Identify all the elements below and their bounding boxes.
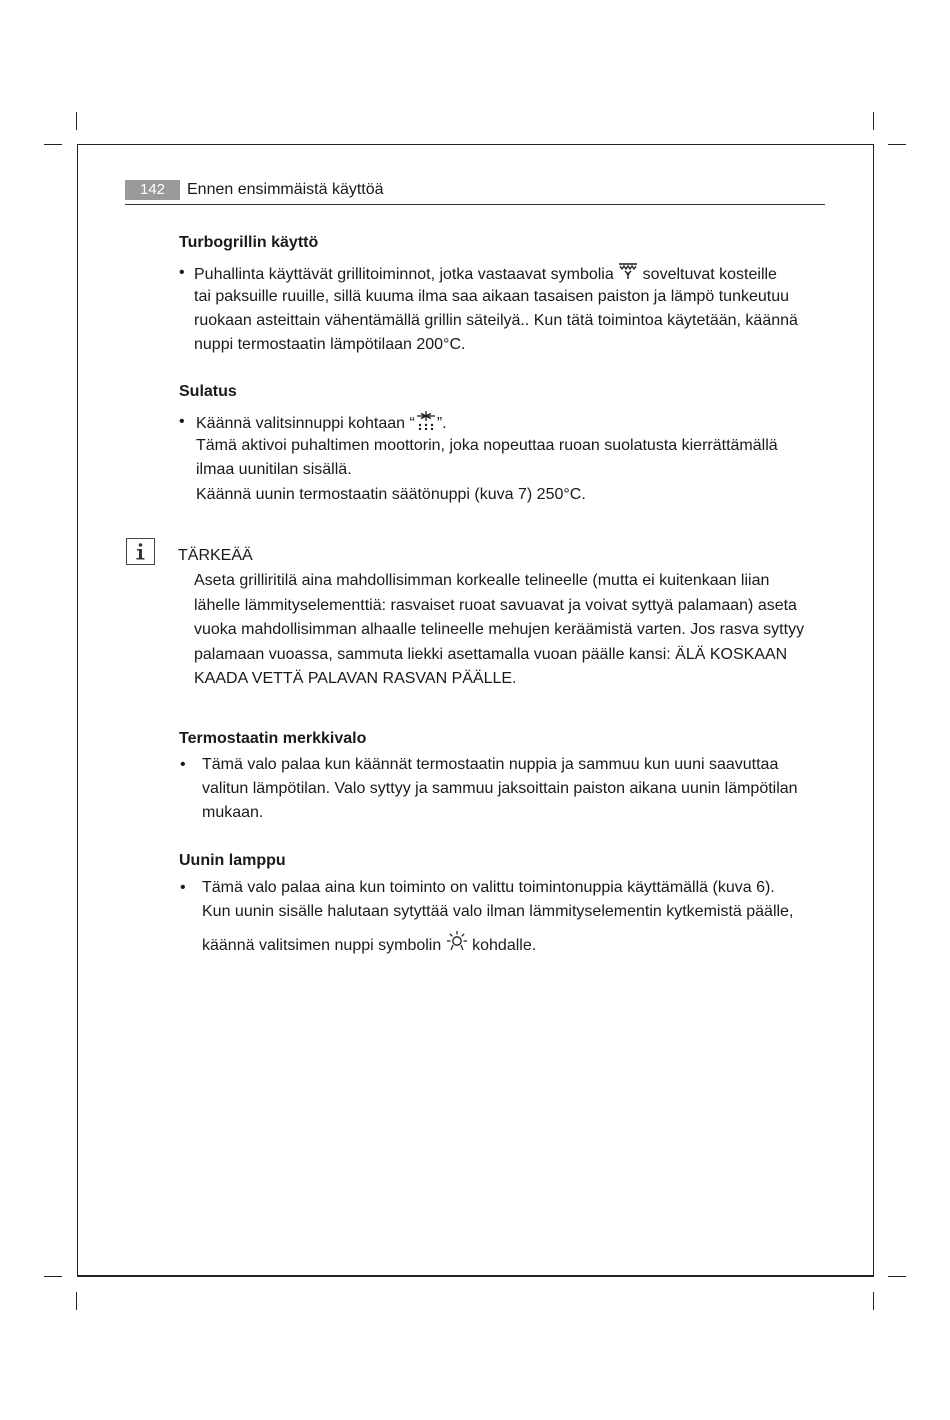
thermostat-light-line-2: valitun lämpötilan. Valo syttyy ja sammuu jaksoittain paiston aikana uunin lämpötilan: [202, 780, 798, 797]
sulatus-heading: Sulatus: [179, 383, 237, 400]
oven-lamp-line-1: Tämä valo palaa aina kun toiminto on valittu toimintonuppia käyttämällä (kuva 6).: [202, 879, 775, 896]
thermostat-light-heading: Termostaatin merkkivalo: [179, 730, 367, 747]
important-line-1: Aseta grilliritilä aina mahdollisimman korkealle telineelle (mutta ei kuitenkaan liian: [194, 572, 770, 589]
thermostat-light-line-3: mukaan.: [202, 804, 264, 821]
page-frame-left: [77, 144, 78, 1276]
page-frame-bottom: [77, 1275, 874, 1277]
crop-mark: [888, 1276, 906, 1277]
crop-mark: [76, 112, 77, 130]
turbogrill-heading: Turbogrillin käyttö: [179, 234, 319, 251]
bullet: •: [180, 879, 186, 896]
sulatus-line-2: Tämä aktivoi puhaltimen moottorin, joka nopeuttaa ruoan suolatusta kierrättämällä: [196, 437, 778, 454]
page-header: [125, 179, 825, 205]
sulatus-line-4: Käännä uunin termostaatin säätönuppi (kuva 7) 250°C.: [196, 486, 586, 503]
sulatus-line-1: Käännä valitsinnuppi kohtaan “ ”.: [196, 410, 447, 439]
important-heading: TÄRKEÄÄ: [178, 547, 253, 564]
crop-mark: [44, 144, 62, 145]
important-line-3: vuoka mahdollisimman alhaalle telineelle mehujen keräämistä varten. Jos rasva syttyy: [194, 621, 805, 638]
lamp-symbol-icon: [446, 930, 468, 961]
section-title: Ennen ensimmäistä käyttöä: [187, 181, 384, 198]
important-line-4: palamaan vuoassa, sammuta liekki asettamalla vuoan päälle kansi: ÄLÄ KOSKAAN: [194, 646, 788, 663]
turbogrill-line-2: tai paksuille ruuille, sillä kuuma ilma saa aikaan tasaisen paiston ja lämpö tunkeutuu: [194, 288, 789, 305]
sulatus-line-3: ilmaa uunitilan sisällä.: [196, 461, 352, 478]
thermostat-light-line-1: Tämä valo palaa kun käännät termostaatin nuppia ja sammuu kun uuni saavuttaa: [202, 756, 779, 773]
bullet: •: [179, 413, 185, 430]
turbogrill-line-4: nuppi termostaatin lämpötilaan 200°C.: [194, 336, 466, 353]
oven-lamp-line-3: käännä valitsimen nuppi symbolin kohdalle.: [202, 930, 536, 961]
turbogrill-line-3: ruokaan asteittain vähentämällä grillin säteilyä.. Kun tätä toimintoa käytetään, käännä: [194, 312, 798, 329]
crop-mark: [888, 144, 906, 145]
info-icon: [126, 538, 155, 565]
oven-lamp-heading: Uunin lamppu: [179, 852, 286, 869]
crop-mark: [873, 1292, 874, 1310]
crop-mark: [76, 1292, 77, 1310]
page-number: 142: [125, 180, 180, 200]
crop-mark: [873, 112, 874, 130]
page-frame-top: [77, 144, 874, 145]
bullet: •: [179, 264, 185, 281]
page-frame-right: [873, 144, 874, 1276]
oven-lamp-line-2: Kun uunin sisälle halutaan sytyttää valo ilman lämmityselementin kytkemistä päälle,: [202, 903, 794, 920]
crop-mark: [44, 1276, 62, 1277]
turbogrill-line-1: Puhallinta käyttävät grillitoiminnot, jotka vastaavat symbolia soveltuvat kosteille: [194, 261, 777, 290]
important-line-2: lähelle lämmityselementtiä: rasvaiset ruoat savuavat ja voivat syttyä palamaan) aseta: [194, 597, 797, 614]
bullet: •: [180, 756, 186, 773]
important-line-5: KAADA VETTÄ PALAVAN RASVAN PÄÄLLE.: [194, 670, 517, 687]
